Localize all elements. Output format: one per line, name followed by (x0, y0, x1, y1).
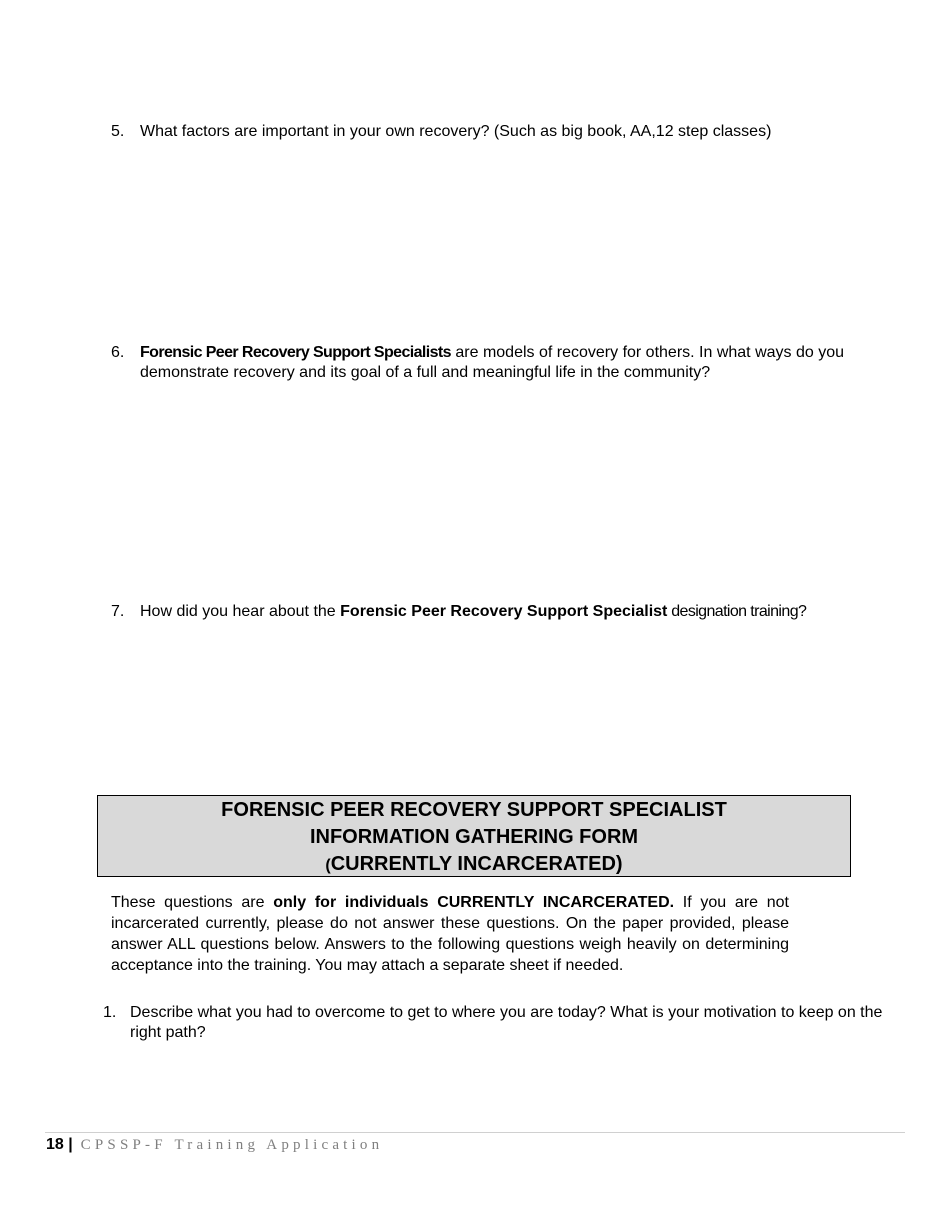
question-text (140, 602, 900, 622)
intro-paragraph (111, 892, 789, 976)
section-banner (97, 795, 851, 877)
banner-paren: ( (325, 857, 331, 874)
question-text-post: designation training? (667, 603, 807, 620)
page-footer (46, 1135, 383, 1155)
question-number: 6. (111, 344, 125, 361)
question-text-body: are models of recovery for others. In what ways do you demonstrate recovery and its goal of a full and meaningful life in the community? (140, 344, 845, 381)
question-number: 7. (111, 603, 125, 620)
question-text: What factors are important in your own recovery? (Such as big book, AA,12 step classes) (140, 123, 772, 140)
footer-divider (45, 1132, 905, 1133)
intro-pre: These questions are (111, 894, 274, 911)
question-bold-term: Forensic Peer Recovery Support Specialist (340, 603, 668, 620)
banner-title-line-3 (98, 851, 850, 879)
question-text: Describe what you had to overcome to get to where you are today? What is your motivation to keep on the right path? (130, 1004, 883, 1041)
question-text-pre: How did you hear about the (140, 603, 341, 620)
question-number: 5. (111, 123, 125, 140)
question-number: 1. (103, 1004, 117, 1021)
banner-title-line-2: INFORMATION GATHERING FORM (309, 826, 639, 848)
document-title: CPSSP-F Training Application (72, 1137, 384, 1153)
page-number: 18 | (46, 1136, 73, 1153)
question-text (140, 343, 860, 383)
banner-subtitle: CURRENTLY INCARCERATED) (330, 853, 623, 875)
intro-post: If you are not incarcerated currently, please do not answer these questions. On the paper provided, please answer ALL questions below. Answers to the following questions weigh heavily on determining acceptance into the training. You may attach a separate sheet if needed. (111, 894, 790, 974)
banner-title-line-1: FORENSIC PEER RECOVERY SUPPORT SPECIALIST (221, 799, 727, 821)
question-bold-term: Forensic Peer Recovery Support Specialists (140, 344, 451, 361)
intro-bold: only for individuals CURRENTLY INCARCERATED. (273, 894, 675, 911)
